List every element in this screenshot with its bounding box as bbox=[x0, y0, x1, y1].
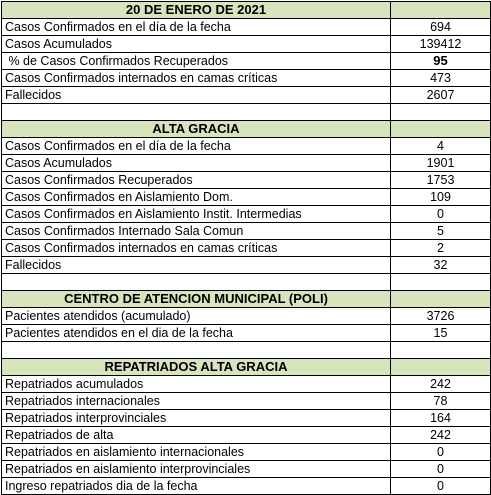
row-value: 0 bbox=[391, 206, 491, 223]
row-value: 0 bbox=[391, 478, 491, 495]
row-value: 3726 bbox=[391, 308, 491, 325]
table-row bbox=[2, 393, 491, 410]
table-row bbox=[2, 223, 491, 240]
spacer-row bbox=[2, 342, 491, 359]
report-sheet bbox=[1, 1, 491, 495]
row-value: 1753 bbox=[391, 172, 491, 189]
row-label: Pacientes atendidos en el dia de la fecha bbox=[2, 325, 391, 342]
table-row bbox=[2, 427, 491, 444]
row-value: 0 bbox=[391, 444, 491, 461]
row-value: 164 bbox=[391, 410, 491, 427]
spacer-row bbox=[2, 274, 491, 291]
row-label: Casos Confirmados Recuperados bbox=[2, 172, 391, 189]
section-title: 20 DE ENERO DE 2021 bbox=[2, 2, 391, 19]
section-header-spacer bbox=[391, 359, 491, 376]
row-value: 32 bbox=[391, 257, 491, 274]
spacer-cell bbox=[391, 342, 491, 359]
row-value: 109 bbox=[391, 189, 491, 206]
row-value: 242 bbox=[391, 376, 491, 393]
row-label: Repatriados internacionales bbox=[2, 393, 391, 410]
row-value: 4 bbox=[391, 138, 491, 155]
row-label: Pacientes atendidos (acumulado) bbox=[2, 308, 391, 325]
spacer-cell bbox=[2, 342, 391, 359]
table-row bbox=[2, 478, 491, 495]
row-label: Repatriados en aislamiento internacionales bbox=[2, 444, 391, 461]
row-label: Casos Acumulados bbox=[2, 155, 391, 172]
section-title: CENTRO DE ATENCION MUNICIPAL (POLI) bbox=[2, 291, 391, 308]
spacer-cell bbox=[391, 274, 491, 291]
section-header-row bbox=[2, 291, 491, 308]
table-row bbox=[2, 36, 491, 53]
row-label: Repatriados de alta bbox=[2, 427, 391, 444]
row-value: 242 bbox=[391, 427, 491, 444]
table-row bbox=[2, 325, 491, 342]
spacer-cell bbox=[2, 104, 391, 121]
row-value: 5 bbox=[391, 223, 491, 240]
table-row bbox=[2, 87, 491, 104]
table-row bbox=[2, 410, 491, 427]
section-header-row bbox=[2, 2, 491, 19]
row-value: 2607 bbox=[391, 87, 491, 104]
row-value: 694 bbox=[391, 19, 491, 36]
row-label: Fallecidos bbox=[2, 87, 391, 104]
row-value: 95 bbox=[391, 53, 491, 70]
section-header-row bbox=[2, 121, 491, 138]
row-label: Casos Confirmados en Aislamiento Dom. bbox=[2, 189, 391, 206]
section-header-row bbox=[2, 359, 491, 376]
table-row bbox=[2, 70, 491, 87]
table-row bbox=[2, 19, 491, 36]
row-label: % de Casos Confirmados Recuperados bbox=[2, 53, 391, 70]
table-row bbox=[2, 376, 491, 393]
row-label: Repatriados interprovinciales bbox=[2, 410, 391, 427]
section-header-spacer bbox=[391, 291, 491, 308]
row-value: 2 bbox=[391, 240, 491, 257]
row-label: Casos Confirmados Internado Sala Comun bbox=[2, 223, 391, 240]
table-row bbox=[2, 155, 491, 172]
row-label: Fallecidos bbox=[2, 257, 391, 274]
table-row bbox=[2, 138, 491, 155]
row-label: Casos Confirmados internados en camas críticas bbox=[2, 240, 391, 257]
row-label: Repatriados acumulados bbox=[2, 376, 391, 393]
section-title: ALTA GRACIA bbox=[2, 121, 391, 138]
covid-report-table bbox=[1, 1, 491, 495]
section-header-spacer bbox=[391, 121, 491, 138]
spacer-cell bbox=[2, 274, 391, 291]
row-value: 1901 bbox=[391, 155, 491, 172]
section-header-spacer bbox=[391, 2, 491, 19]
row-label: Ingreso repatriados dia de la fecha bbox=[2, 478, 391, 495]
row-label: Casos Confirmados en el día de la fecha bbox=[2, 19, 391, 36]
table-row bbox=[2, 172, 491, 189]
table-row bbox=[2, 53, 491, 70]
row-value: 15 bbox=[391, 325, 491, 342]
row-label: Casos Acumulados bbox=[2, 36, 391, 53]
table-row bbox=[2, 461, 491, 478]
row-value: 0 bbox=[391, 461, 491, 478]
section-title: REPATRIADOS ALTA GRACIA bbox=[2, 359, 391, 376]
row-label: Casos Confirmados en el día de la fecha bbox=[2, 138, 391, 155]
table-row bbox=[2, 206, 491, 223]
row-value: 139412 bbox=[391, 36, 491, 53]
spacer-row bbox=[2, 104, 491, 121]
row-value: 473 bbox=[391, 70, 491, 87]
row-label: Casos Confirmados internados en camas críticas bbox=[2, 70, 391, 87]
table-row bbox=[2, 240, 491, 257]
table-row bbox=[2, 189, 491, 206]
table-row bbox=[2, 308, 491, 325]
spacer-cell bbox=[391, 104, 491, 121]
row-label: Casos Confirmados en Aislamiento Instit. Intermedias bbox=[2, 206, 391, 223]
row-value: 78 bbox=[391, 393, 491, 410]
row-label: Repatriados en aislamiento interprovinciales bbox=[2, 461, 391, 478]
table-row bbox=[2, 444, 491, 461]
table-row bbox=[2, 257, 491, 274]
